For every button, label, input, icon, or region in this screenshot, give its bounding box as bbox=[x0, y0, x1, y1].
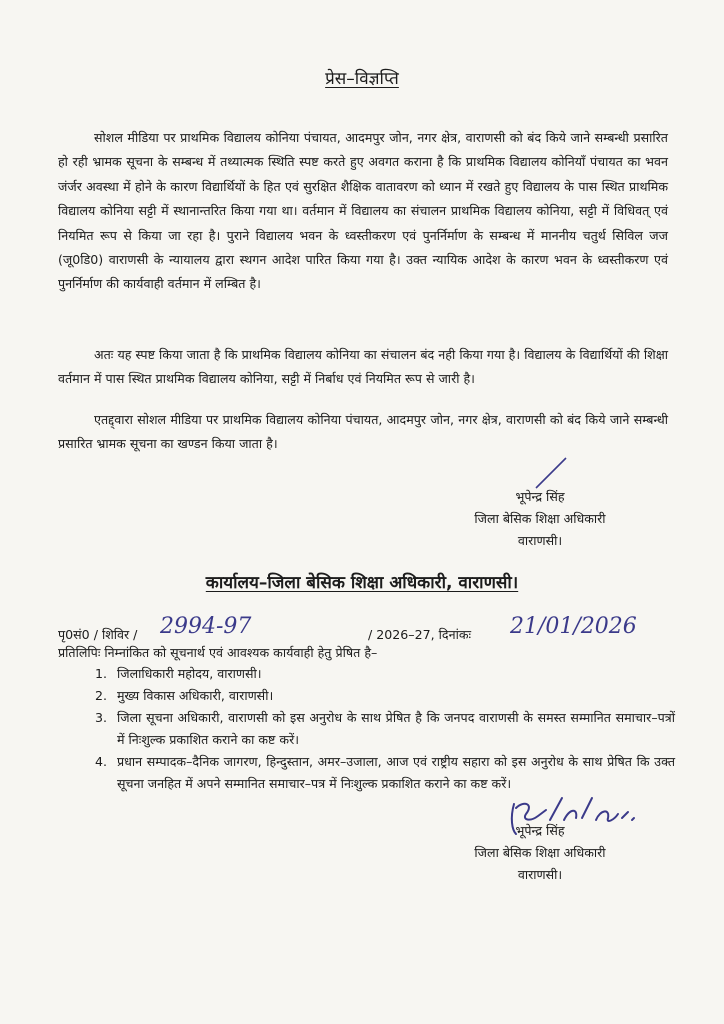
reference-year-label: / 2026–27, दिनांकः bbox=[368, 627, 472, 642]
reference-line bbox=[58, 614, 668, 646]
list-item-number: 1. bbox=[95, 666, 108, 681]
signatory-place: वाराणसी। bbox=[517, 533, 563, 548]
list-item-number: 3. bbox=[95, 710, 108, 725]
list-item bbox=[95, 751, 675, 795]
signatory-designation: जिला बेसिक शिक्षा अधिकारी bbox=[474, 845, 606, 860]
copy-list bbox=[95, 663, 675, 795]
reference-number: 2994-97 bbox=[160, 614, 252, 639]
list-item-text: प्रधान सम्पादक–दैनिक जागरण, हिन्दुस्तान, अमर–उजाला, आज एवं राष्ट्रीय सहारा को इस अनुरोध के साथ प्रेषित कि उक्त सूचना जनहित में अपने सम्मानित समाचार–पत्र में निःशुल्क प्रकाशित कराने का कष्ट करें। bbox=[117, 754, 675, 791]
signature-block-2 bbox=[440, 820, 640, 886]
paragraph-3: एतद्द्वारा सोशल मीडिया पर प्राथमिक विद्यालय कोनिया पंचायत, आदमपुर जोन, नगर क्षेत्र, वाराणसी को बंद किये जाने सम्बन्धी प्रसारित भ्रामक सूचना का खण्डन किया जाता है। bbox=[58, 412, 668, 452]
reference-date: 21/01/2026 bbox=[510, 614, 637, 639]
list-item bbox=[95, 663, 675, 685]
list-item bbox=[95, 685, 675, 707]
signatory-name: भूपेन्द्र सिंह bbox=[515, 823, 565, 838]
copy-intro: प्रतिलिपिः निम्नांकित को सूचनार्थ एवं आवश्यक कार्यवाही हेतु प्रेषित है– bbox=[58, 645, 378, 660]
list-item-number: 4. bbox=[95, 754, 108, 769]
paragraph-1: सोशल मीडिया पर प्राथमिक विद्यालय कोनिया पंचायत, आदमपुर जोन, नगर क्षेत्र, वाराणसी को बंद किये जाने सम्बन्धी प्रसारित हो रही भ्रामक सूचना के सम्बन्ध में तथ्यात्मक स्थिति स्पष्ट करते हुए अवगत कराना है कि प्राथमिक विद्यालय कोनियाँ पंचायत का भवन जंर्जर अवस्था में होने के कारण विद्यार्थियों के हित एवं सुरक्षित शैक्षिक वातावरण को ध्यान में रखते हुए विद्यालय के पास स्थित प्राथमिक विद्यालय कोनिया सट्टी में स्थानान्तरित किया गया था। वर्तमान में विद्यालय का संचालन प्राथमिक विद्यालय कोनिया, सट्टी में विधिवत् एवं नियमित रूप से किया जा रहा है। पुराने विद्यालय भवन के ध्वस्तीकरण एवं पुनर्निर्माण के सम्बन्ध में माननीय चतुर्थ सिविल जज (जू0डि0) वाराणसी के न्यायालय द्वारा स्थगन आदेश पारित किया गया है। उक्त न्यायिक आदेश के कारण भवन के ध्वस्तीकरण एवं पुनर्निर्माण की कार्यवाही वर्तमान में लम्बित है। bbox=[58, 130, 668, 292]
list-item-text: जिलाधिकारी महोदय, वाराणसी। bbox=[117, 666, 262, 681]
reference-prefix: पृ0सं0 / शिविर / bbox=[58, 627, 138, 642]
signatory-name: भूपेन्द्र सिंह bbox=[515, 489, 565, 504]
signatory-place: वाराणसी। bbox=[517, 867, 563, 882]
office-heading: कार्यालय–जिला बेसिक शिक्षा अधिकारी, वाराणसी। bbox=[205, 573, 519, 593]
list-item-text: जिला सूचना अधिकारी, वाराणसी को इस अनुरोध के साथ प्रेषित है कि जनपद वाराणसी के समस्त सम्मानित समाचार–पत्रों में निःशुल्क प्रकाशित कराने का कष्ट करें। bbox=[117, 710, 675, 747]
list-item bbox=[95, 707, 675, 751]
signatory-designation: जिला बेसिक शिक्षा अधिकारी bbox=[474, 511, 606, 526]
signature-block-1 bbox=[440, 486, 640, 552]
paragraph-2: अतः यह स्पष्ट किया जाता है कि प्राथमिक विद्यालय कोनिया का संचालन बंद नही किया गया है। विद्यालय के विद्यार्थियों की शिक्षा वर्तमान में पास स्थित प्राथमिक विद्यालय कोनिया, सट्टी में निर्बाध एवं नियमित रूप से जारी है। bbox=[58, 347, 668, 387]
page-title: प्रेस–विज्ञप्ति bbox=[325, 69, 399, 89]
list-item-text: मुख्य विकास अधिकारी, वाराणसी। bbox=[117, 688, 274, 703]
list-item-number: 2. bbox=[95, 688, 108, 703]
